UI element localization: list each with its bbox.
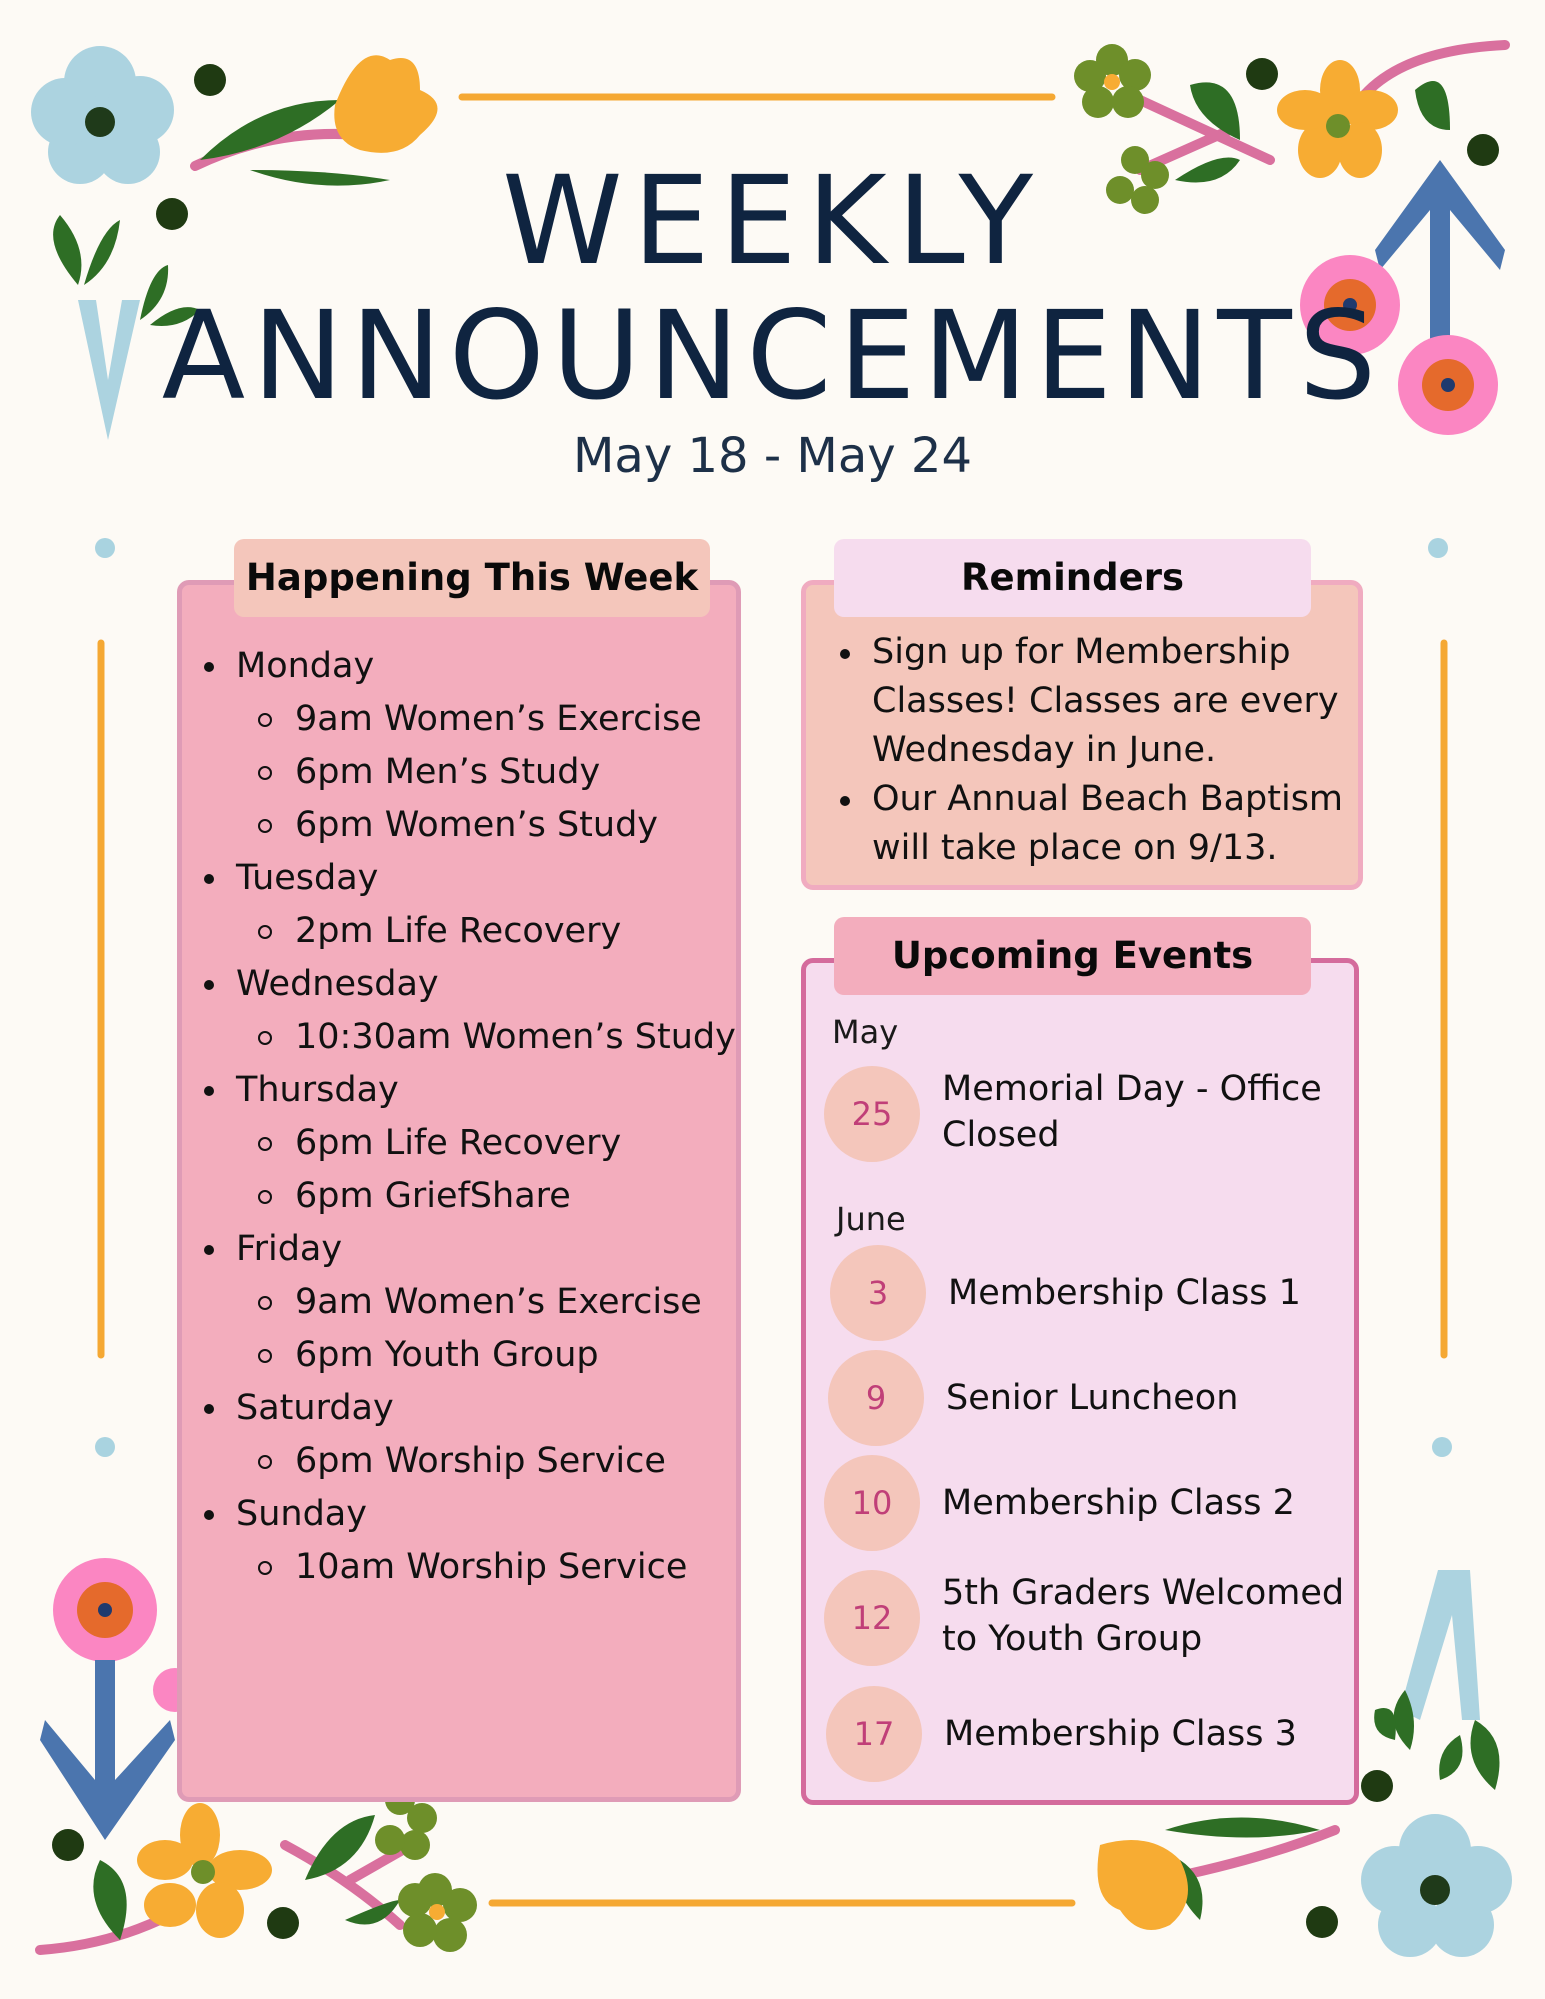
schedule-day: Thursday (198, 1064, 738, 1117)
event-date-badge: 9 (828, 1350, 924, 1446)
events-heading: Upcoming Events (834, 917, 1311, 995)
flower-icon (1098, 1840, 1189, 1930)
schedule-item: 10:30am Women’s Study (198, 1011, 738, 1064)
event-date-badge: 3 (830, 1245, 926, 1341)
event-title: 5th Graders Welcomed to Youth Group (942, 1573, 1345, 1659)
reminders-heading: Reminders (834, 539, 1311, 617)
page-title-announcements: ANNOUNCEMENTS (161, 285, 1384, 427)
schedule-list (198, 640, 738, 1594)
leaf-icon (1439, 1735, 1462, 1780)
schedule-day: Wednesday (198, 958, 738, 1011)
date-range: May 18 - May 24 (573, 428, 972, 484)
leaf-icon (93, 1860, 126, 1940)
event-date-badge: 17 (826, 1686, 922, 1782)
event-date-badge: 10 (824, 1455, 920, 1551)
event-title: Memorial Day - Office Closed (942, 1069, 1322, 1155)
reminder-item: Sign up for Membership Classes! Classes are every Wednesday in June. (832, 628, 1352, 775)
month-label-may: May (832, 1013, 899, 1051)
leaf-icon (1165, 1818, 1320, 1838)
schedule-day: Sunday (198, 1488, 738, 1541)
leaf-icon (1471, 1720, 1500, 1790)
schedule-item: 9am Women’s Exercise (198, 1276, 738, 1329)
schedule-item: 6pm Worship Service (198, 1435, 738, 1488)
schedule-day: Monday (198, 640, 738, 693)
schedule-item: 6pm Men’s Study (198, 746, 738, 799)
event-title: Membership Class 1 (948, 1273, 1301, 1313)
schedule-item: 2pm Life Recovery (198, 905, 738, 958)
schedule-item: 6pm Women’s Study (198, 799, 738, 852)
page-title-weekly: WEEKLY (501, 150, 1044, 292)
schedule-item: 9am Women’s Exercise (198, 693, 738, 746)
reminders-list (832, 628, 1352, 873)
event-date-badge: 12 (824, 1570, 920, 1666)
flower-icon (375, 1785, 477, 1952)
schedule-day: Friday (198, 1223, 738, 1276)
month-label-june: June (836, 1200, 906, 1238)
reminder-item: Our Annual Beach Baptism will take place on 9/13. (832, 775, 1352, 873)
schedule-item: 6pm Life Recovery (198, 1117, 738, 1170)
event-title: Senior Luncheon (946, 1378, 1239, 1418)
schedule-item: 10am Worship Service (198, 1541, 738, 1594)
flower-icon (334, 55, 437, 153)
schedule-item: 6pm Youth Group (198, 1329, 738, 1382)
leaf-icon (1374, 1708, 1396, 1740)
schedule-day: Tuesday (198, 852, 738, 905)
flower-icon (53, 1558, 197, 1712)
schedule-item: 6pm GriefShare (198, 1170, 738, 1223)
happening-heading: Happening This Week (234, 539, 710, 617)
event-date-badge: 25 (824, 1066, 920, 1162)
schedule-day: Saturday (198, 1382, 738, 1435)
leaf-icon (1415, 81, 1450, 130)
event-title: Membership Class 2 (942, 1483, 1295, 1523)
event-title: Membership Class 3 (944, 1714, 1297, 1754)
